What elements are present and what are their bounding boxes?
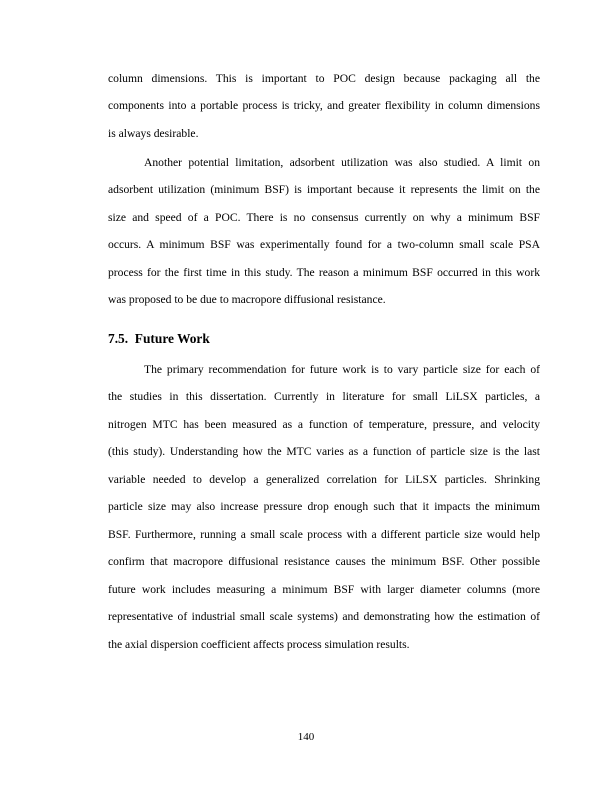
paragraph-3-line: variable needed to develop a generalized correlation for LiLSX particles. Shrinking [108,473,540,486]
paragraph-2-line: size and speed of a POC. There is no consensus currently on why a minimum BSF [108,211,540,224]
paragraph-1-line: components into a portable process is tricky, and greater flexibility in column dimensions [108,99,540,112]
paragraph-3-line: the studies in this dissertation. Currently in literature for small LiLSX particles, a [108,390,540,403]
paragraph-3-line: future work includes measuring a minimum BSF with larger diameter columns (more [108,583,540,596]
paragraph-3-line: nitrogen MTC has been measured as a function of temperature, pressure, and velocity [108,418,540,431]
section-heading [108,331,210,347]
paragraph-3-line: representative of industrial small scale systems) and demonstrating how the estimation of [108,610,540,623]
paragraph-3-line: the axial dispersion coefficient affects process simulation results. [108,638,410,651]
paragraph-2-line: was proposed to be due to macropore diffusional resistance. [108,293,386,306]
paragraph-2-line: occurs. A minimum BSF was experimentally found for a two-column small scale PSA [108,238,540,251]
paragraph-1-line: column dimensions. This is important to POC design because packaging all the [108,72,540,85]
paragraph-3-line: The primary recommendation for future work is to vary particle size for each of [144,363,540,376]
paragraph-2-line: adsorbent utilization (minimum BSF) is important because it represents the limit on the [108,183,540,196]
section-number: 7.5. [108,331,129,346]
paragraph-3-line: particle size may also increase pressure drop enough such that it impacts the minimum [108,500,540,513]
section-title: Future Work [134,331,210,346]
paragraph-3-line: BSF. Furthermore, running a small scale process with a different particle size would help [108,528,540,541]
paragraph-2-line: process for the first time in this study. The reason a minimum BSF occurred in this work [108,266,540,279]
paragraph-1-line: is always desirable. [108,127,199,140]
page-number: 140 [297,731,315,743]
paragraph-3-line: confirm that macropore diffusional resistance causes the minimum BSF. Other possible [108,555,540,568]
paragraph-3-line: (this study). Understanding how the MTC varies as a function of particle size is the last [108,445,540,458]
paragraph-2-line: Another potential limitation, adsorbent utilization was also studied. A limit on [144,156,540,169]
